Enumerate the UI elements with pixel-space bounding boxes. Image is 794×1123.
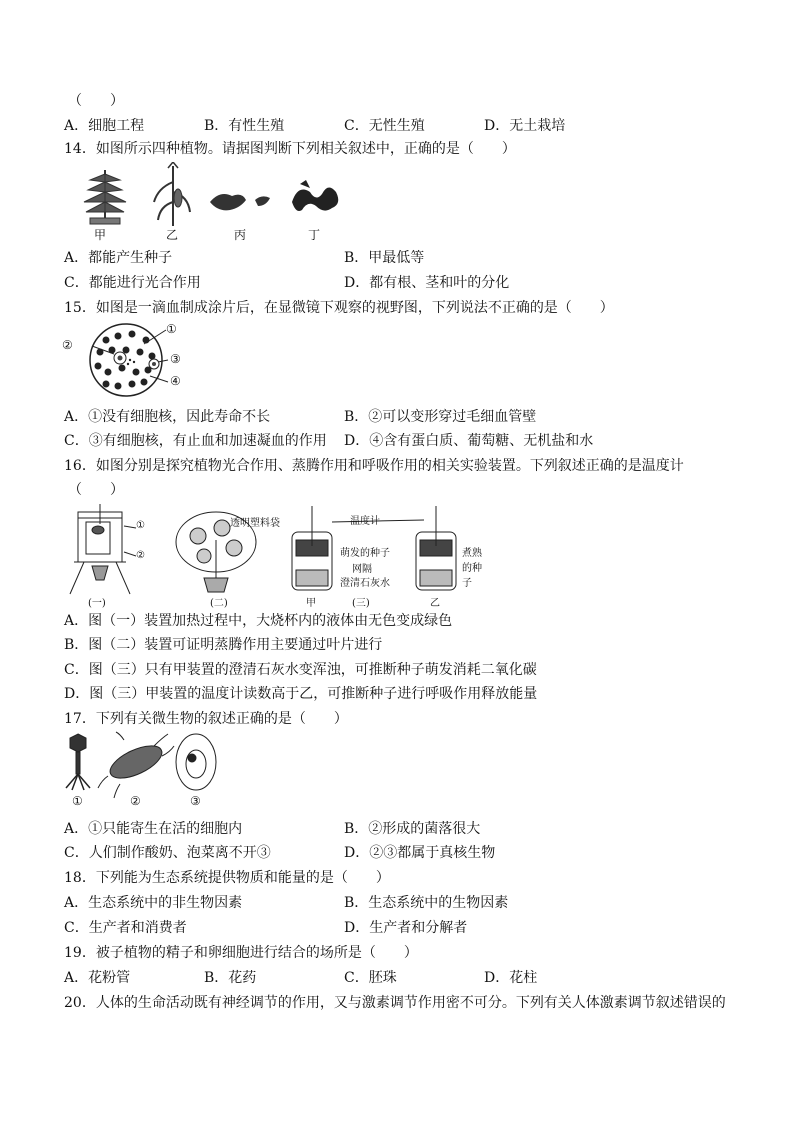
q14-option-c: C．都能进行光合作用 [64,275,201,291]
q18-option-d: D．生产者和分解者 [344,920,468,936]
q14-option-d: D．都有根、茎和叶的分化 [344,275,510,291]
plant-label-ding: 丁 [308,228,321,242]
beaker-mark-1: ① [136,520,145,531]
bag-label: 透明塑料袋 [230,518,280,529]
mesh-label: 网隔 [352,564,372,575]
q13-option-d: D．无土栽培 [484,118,566,134]
q20-stem: 20．人体的生命活动既有神经调节的作用，又与激素调节作用密不可分。下列有关人体激素调节叙述错误的 [64,995,726,1011]
q18-option-c: C．生产者和消费者 [64,920,187,936]
q15-blood-smear-figure [62,320,192,402]
q16-option-a: A．图（一）装置加热过程中，大烧杯内的液体由无色变成绿色 [64,613,453,629]
q16-blank: （ ） [68,482,124,498]
seaweed-icon [292,180,338,211]
q13-option-b: B．有性生殖 [204,118,285,134]
thermometer-label: 温度计 [350,516,380,527]
germinating-seed-label: 萌发的种子 [340,548,390,559]
q13-blank: （ ） [68,93,124,109]
q15-option-a: A．①没有细胞核，因此寿命不长 [64,409,271,425]
q14-stem: 14．如图所示四种植物。请据图判断下列相关叙述中，正确的是（ ） [64,141,516,157]
moss-icon [210,194,270,210]
plant-label-yi: 乙 [166,228,179,242]
microbe-label-1: ① [72,794,83,808]
panel-label-3: (三) [352,598,370,609]
q17-option-a: A．①只能寄生在活的细胞内 [64,821,243,837]
q15-option-b: B．②可以变形穿过毛细血管壁 [344,409,537,425]
q13-option-a: A．细胞工程 [64,118,145,134]
bottle-yi-label: 乙 [430,598,440,609]
plant-label-jia: 甲 [94,228,107,242]
q16-option-b: B．图（二）装置可证明蒸腾作用主要通过叶片进行 [64,637,383,653]
beaker-apparatus [70,504,136,594]
q18-stem: 18．下列能为生态系统提供物质和能量的是（ ） [64,870,390,886]
q15-option-c: C．③有细胞核，有止血和加速凝血的作用 [64,433,327,449]
beaker-mark-2: ② [136,550,145,561]
q17-option-b: B．②形成的菌落很大 [344,821,481,837]
virus-icon [66,734,90,790]
limewater-label: 澄清石灰水 [340,578,390,589]
cooked-seed-label: 煮熟的种子 [462,548,482,589]
q17-stem: 17．下列有关微生物的叙述正确的是（ ） [64,711,348,727]
q17-microbes-figure [64,730,224,812]
q19-option-c: C．胚珠 [344,970,397,986]
microbe-label-3: ③ [190,794,201,808]
bacterium-icon [98,732,174,798]
q19-option-a: A．花粉管 [64,970,131,986]
q16-experiment-figure [64,500,484,608]
q19-option-b: B．花药 [204,970,257,986]
q14-option-b: B．甲最低等 [344,250,425,266]
plant-label-bing: 丙 [234,228,247,242]
q19-stem: 19．被子植物的精子和卵细胞进行结合的场所是（ ） [64,945,418,961]
yeast-icon [176,734,216,790]
q14-plants-figure [70,162,360,244]
q15-stem: 15．如图是一滴血制成涂片后，在显微镜下观察的视野图，下列说法不正确的是（ ） [64,300,614,316]
q16-option-d: D．图（三）甲装置的温度计读数高于乙，可推断种子进行呼吸作用释放能量 [64,686,538,702]
smear-label-4: ④ [170,374,181,388]
microbe-label-2: ② [130,794,141,808]
q18-option-a: A．生态系统中的非生物因素 [64,895,243,911]
q14-option-a: A．都能产生种子 [64,250,173,266]
smear-label-1: ① [166,322,177,336]
panel-label-1: (一) [88,598,106,609]
q17-option-d: D．②③都属于真核生物 [344,845,496,861]
q17-option-c: C．人们制作酸奶、泡菜离不开③ [64,845,271,861]
bottle-jia-label: 甲 [306,598,316,609]
q15-option-d: D．④含有蛋白质、葡萄糖、无机盐和水 [344,433,594,449]
panel-label-2: (二) [210,598,228,609]
q18-option-b: B．生态系统中的生物因素 [344,895,509,911]
fern-icon [84,170,126,224]
q16-option-c: C．图（三）只有甲装置的澄清石灰水变浑浊，可推断种子萌发消耗二氧化碳 [64,662,537,678]
q13-option-c: C．无性生殖 [344,118,425,134]
q19-option-d: D．花柱 [484,970,538,986]
smear-label-3: ③ [170,352,181,366]
corn-icon [154,162,190,226]
q16-stem: 16．如图分别是探究植物光合作用、蒸腾作用和呼吸作用的相关实验装置。下列叙述正确的是温度计 [64,458,684,474]
smear-label-2: ② [62,338,73,352]
